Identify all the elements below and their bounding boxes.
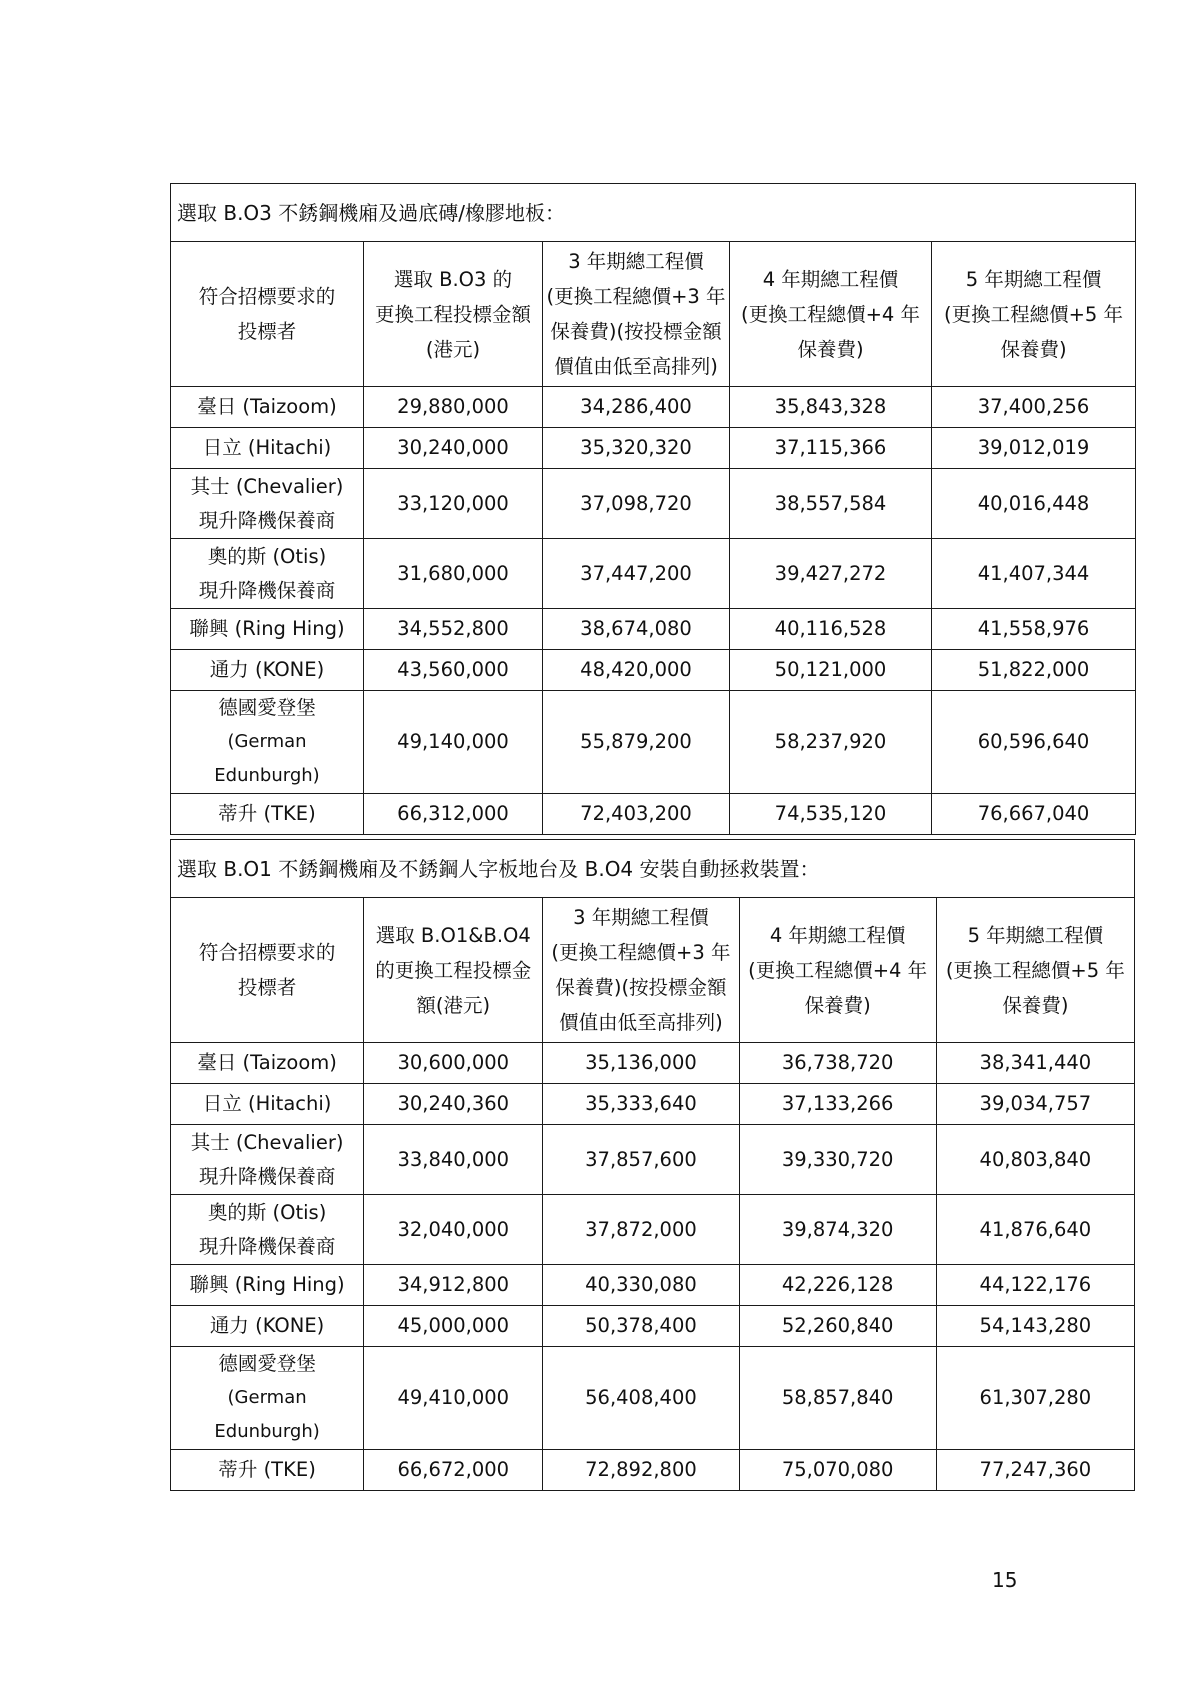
total-3yr: 56,408,400 [543, 1347, 739, 1450]
total-4yr: 50,121,000 [730, 650, 932, 691]
total-4yr: 37,133,266 [739, 1084, 936, 1125]
bid-amount: 33,840,000 [364, 1125, 543, 1195]
header-bidder: 符合招標要求的 投標者 [171, 242, 364, 387]
total-4yr: 38,557,584 [730, 469, 932, 539]
bidder-name: 日立 (Hitachi) [171, 1084, 364, 1125]
bid-amount: 29,880,000 [364, 387, 543, 428]
header-row [171, 242, 1136, 387]
total-4yr: 42,226,128 [739, 1265, 936, 1306]
total-4yr: 39,874,320 [739, 1195, 936, 1265]
total-5yr: 54,143,280 [936, 1306, 1134, 1347]
table-row [171, 539, 1136, 609]
total-3yr: 37,872,000 [543, 1195, 739, 1265]
total-5yr: 61,307,280 [936, 1347, 1134, 1450]
header-5yr-total: 5 年期總工程價 (更換工程總價+5 年 保養費) [936, 898, 1134, 1043]
total-3yr: 37,098,720 [543, 469, 730, 539]
table-row [171, 1084, 1135, 1125]
total-3yr: 72,892,800 [543, 1450, 739, 1491]
bid-amount: 31,680,000 [364, 539, 543, 609]
total-5yr: 37,400,256 [932, 387, 1136, 428]
bidder-name: 聯興 (Ring Hing) [171, 609, 364, 650]
header-4yr-total: 4 年期總工程價 (更換工程總價+4 年 保養費) [730, 242, 932, 387]
total-4yr: 36,738,720 [739, 1043, 936, 1084]
total-5yr: 60,596,640 [932, 691, 1136, 794]
bidder-name: 蒂升 (TKE) [171, 794, 364, 835]
tender-table-bo3 [170, 183, 1136, 835]
table-row [171, 650, 1136, 691]
total-3yr: 34,286,400 [543, 387, 730, 428]
bid-amount: 34,912,800 [364, 1265, 543, 1306]
bid-amount: 32,040,000 [364, 1195, 543, 1265]
total-4yr: 35,843,328 [730, 387, 932, 428]
total-3yr: 48,420,000 [543, 650, 730, 691]
bidder-name: 日立 (Hitachi) [171, 428, 364, 469]
total-5yr: 41,558,976 [932, 609, 1136, 650]
table-row [171, 428, 1136, 469]
table-row [171, 1125, 1135, 1195]
total-3yr: 37,447,200 [543, 539, 730, 609]
table-title: 選取 B.O1 不銹鋼機廂及不銹鋼人字板地台及 B.O4 安裝自動拯救裝置： [171, 840, 1135, 898]
total-3yr: 40,330,080 [543, 1265, 739, 1306]
table-row [171, 1306, 1135, 1347]
total-5yr: 41,876,640 [936, 1195, 1134, 1265]
bidder-name: 奧的斯 (Otis) 現升降機保養商 [171, 539, 364, 609]
total-3yr: 35,136,000 [543, 1043, 739, 1084]
header-3yr-total: 3 年期總工程價 (更換工程總價+3 年 保養費)(按投標金額 價值由低至高排列) [543, 242, 730, 387]
total-3yr: 37,857,600 [543, 1125, 739, 1195]
table-row [171, 1043, 1135, 1084]
header-bidder: 符合招標要求的 投標者 [171, 898, 364, 1043]
total-3yr: 55,879,200 [543, 691, 730, 794]
total-5yr: 76,667,040 [932, 794, 1136, 835]
bidder-name: 通力 (KONE) [171, 650, 364, 691]
total-5yr: 39,012,019 [932, 428, 1136, 469]
table-row [171, 1347, 1135, 1450]
total-4yr: 74,535,120 [730, 794, 932, 835]
total-4yr: 58,857,840 [739, 1347, 936, 1450]
bid-amount: 66,672,000 [364, 1450, 543, 1491]
header-bid-amount: 選取 B.O3 的 更換工程投標金額 (港元) [364, 242, 543, 387]
bid-amount: 66,312,000 [364, 794, 543, 835]
bid-amount: 33,120,000 [364, 469, 543, 539]
total-5yr: 41,407,344 [932, 539, 1136, 609]
total-4yr: 40,116,528 [730, 609, 932, 650]
header-row [171, 898, 1135, 1043]
total-5yr: 77,247,360 [936, 1450, 1134, 1491]
bidder-name: 通力 (KONE) [171, 1306, 364, 1347]
total-5yr: 40,803,840 [936, 1125, 1134, 1195]
bidder-name: 德國愛登堡 (German Edunburgh) [171, 691, 364, 794]
bid-amount: 49,410,000 [364, 1347, 543, 1450]
table-row [171, 609, 1136, 650]
total-5yr: 44,122,176 [936, 1265, 1134, 1306]
total-3yr: 38,674,080 [543, 609, 730, 650]
table-title: 選取 B.O3 不銹鋼機廂及過底磚/橡膠地板： [171, 184, 1136, 242]
bidder-name: 奧的斯 (Otis) 現升降機保養商 [171, 1195, 364, 1265]
total-4yr: 39,330,720 [739, 1125, 936, 1195]
bidder-name: 蒂升 (TKE) [171, 1450, 364, 1491]
total-4yr: 52,260,840 [739, 1306, 936, 1347]
bidder-name: 聯興 (Ring Hing) [171, 1265, 364, 1306]
page-number: 15 [992, 1568, 1018, 1592]
bidder-name: 其士 (Chevalier) 現升降機保養商 [171, 469, 364, 539]
table-row [171, 794, 1136, 835]
bid-amount: 30,240,000 [364, 428, 543, 469]
table-row [171, 469, 1136, 539]
table-row [171, 1450, 1135, 1491]
bidder-name: 德國愛登堡 (German Edunburgh) [171, 1347, 364, 1450]
header-4yr-total: 4 年期總工程價 (更換工程總價+4 年 保養費) [739, 898, 936, 1043]
table-row [171, 691, 1136, 794]
total-4yr: 39,427,272 [730, 539, 932, 609]
bid-amount: 34,552,800 [364, 609, 543, 650]
header-5yr-total: 5 年期總工程價 (更換工程總價+5 年 保養費) [932, 242, 1136, 387]
tender-table-bo1-bo4 [170, 839, 1135, 1491]
bid-amount: 30,240,360 [364, 1084, 543, 1125]
bidder-name: 其士 (Chevalier) 現升降機保養商 [171, 1125, 364, 1195]
bid-amount: 30,600,000 [364, 1043, 543, 1084]
header-bid-amount: 選取 B.O1&B.O4 的更換工程投標金 額(港元) [364, 898, 543, 1043]
header-3yr-total: 3 年期總工程價 (更換工程總價+3 年 保養費)(按投標金額 價值由低至高排列) [543, 898, 739, 1043]
total-5yr: 39,034,757 [936, 1084, 1134, 1125]
bid-amount: 45,000,000 [364, 1306, 543, 1347]
total-3yr: 72,403,200 [543, 794, 730, 835]
total-5yr: 40,016,448 [932, 469, 1136, 539]
total-5yr: 38,341,440 [936, 1043, 1134, 1084]
total-4yr: 37,115,366 [730, 428, 932, 469]
bid-amount: 43,560,000 [364, 650, 543, 691]
total-4yr: 58,237,920 [730, 691, 932, 794]
total-4yr: 75,070,080 [739, 1450, 936, 1491]
table-row [171, 1265, 1135, 1306]
total-5yr: 51,822,000 [932, 650, 1136, 691]
total-3yr: 35,320,320 [543, 428, 730, 469]
table-row [171, 1195, 1135, 1265]
table-row [171, 387, 1136, 428]
total-3yr: 35,333,640 [543, 1084, 739, 1125]
bidder-name: 臺日 (Taizoom) [171, 1043, 364, 1084]
bidder-name: 臺日 (Taizoom) [171, 387, 364, 428]
total-3yr: 50,378,400 [543, 1306, 739, 1347]
bid-amount: 49,140,000 [364, 691, 543, 794]
